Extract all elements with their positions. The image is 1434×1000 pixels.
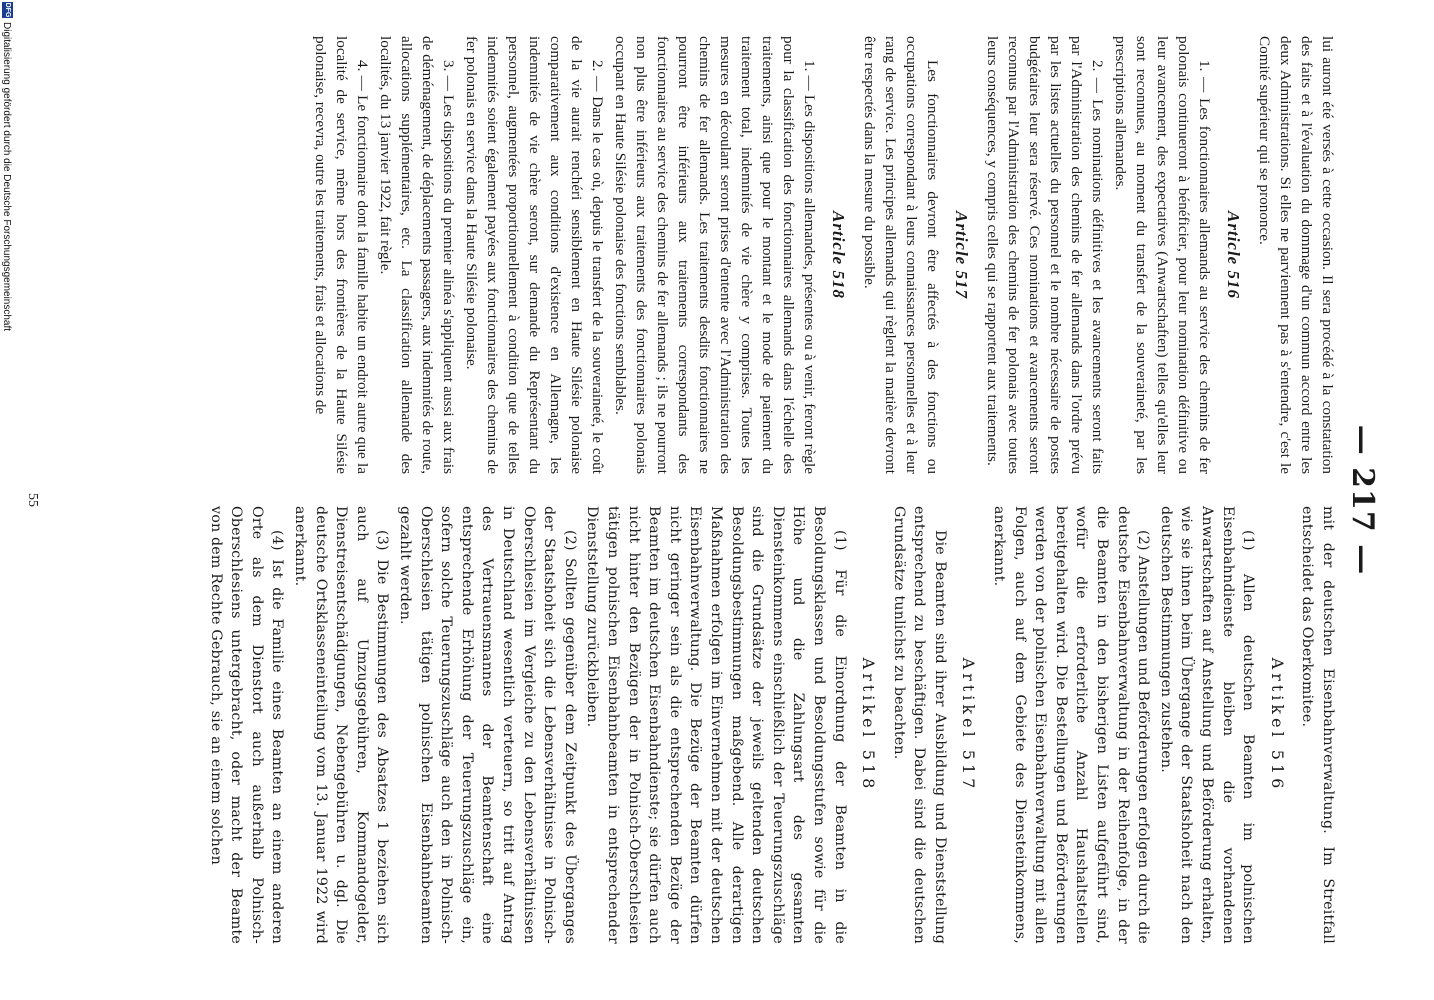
german-article-516-paragraph-1: (1) Allen deutschen Beamten im polnischen Eisenbahndienste bleiben die vorhandenen Anwartschaften auf Anstellung und Beförderung erhalten, wie sie ihnen beim Übergange der Staatshoheit nach den deutschen Bestimmungen zustehen.	[1157, 506, 1257, 944]
german-article-518-title: Artikel 518	[859, 657, 879, 793]
german-article-518-paragraph-4: (4) Ist die Familie eines Beamten an einem anderen Orte als dem Dienstort auch außerhalb Polnisch-Oberschlesiens untergebracht, oder macht der Beamte von dem Rechte Gebrauch, sie an einem solchen	[208, 506, 286, 944]
german-article-517-title: Artikel 517	[959, 657, 979, 793]
french-article-518-title: Article 518	[829, 211, 848, 299]
french-article-516-paragraph-1: 1. — Les fonctionnaires allemands au service des chemins de fer polonais continueront à bénéficier, pour leur nomination définitive ou leur avancement, des expectatives (Anwartschaften) telles qu'elles leur sont reconnues, au moment du transfert de la souveraineté, par les prescriptions allemandes.	[1112, 36, 1213, 474]
german-article-516-paragraph-2: (2) Anstellungen und Beförderungen erfolgen durch die deutsche Eisenbahnverwaltung in der Reihenfolge, in der die Beamten in den bisherigen Listen aufgeführt sind, wofür die erforderliche Anzahl Haushaltstellen bereitgehalten wird. Die Bestellungen und Beförderungen werden von der polnischen Eisenbahnverwaltung mit allen Folgen, auch auf dem Gebiete des Diensteinkommens, anerkannt.	[991, 506, 1152, 944]
german-article-517-paragraph-1: Die Beamten sind ihrer Ausbildung und Dienststellung entsprechend zu beschäftigen. Dabei sind die deutschen Grundsätze tunlichst zu beachten.	[890, 506, 948, 944]
french-article-516-title: Article 516	[1224, 211, 1243, 299]
french-article-516-paragraph-2: 2. — Les nominations définitives et les avancements seront faits par l'Administration des chemins de fer allemands dans l'ordre prévu par les listes actuelles du personnel et le nombre nécessaire de postes budgétaires leur sera réservé. Ces nominations et avancements seront reconnus par l'Administration des chemins de fer polonais avec toutes leurs conséquences, y compris celles qui se rapportent aux traitements.	[984, 36, 1106, 474]
german-article-518-paragraph-3: (3) Die Bestimmungen des Absatzes 1 beziehen sich auch auf Umzugsgebühren, Kommandogelder, Dienstreisentschädigungen, Nebengebühren u. dgl. Die deutsche Ortsklasseneinteilung vom 13. Januar 1922 wird anerkannt.	[292, 506, 391, 944]
german-article-518-paragraph-1: (1) Für die Einordnung der Beamten in die Besoldungsklassen und Besoldungsstufen sowie für die Höhe und die Zahlungsart des gesamten Diensteinkommens einschließlich der Teuerungszuschläge sind die Grundsätze der jeweils geltenden deutschen Besoldungsbestimmungen maßgebend. Alle derartigen Maßnahmen erfolgen im Einvernehmen mit der deutschen Eisenbahnverwaltung. Die Bezüge der Beamten dürfen nicht geringer sein als die entsprechenden Bezüge der Beamten im deutschen Eisenbahndienste; sie dürfen auch nicht hinter den Bezügen der in Polnisch-Oberschlesien tätigen polnischen Eisenbahnbeamten in entsprechender Dienststellung zurückbleiben.	[584, 506, 848, 944]
folio-number: 55	[25, 493, 40, 507]
german-column	[208, 506, 1338, 944]
french-article-517-title: Article 517	[952, 211, 971, 299]
french-column	[208, 36, 1338, 474]
french-article-518-paragraph-2: 2. — Dans le cas où, depuis le transfert de la souveraineté, le coût de la vie aurait renchéri sensiblement en Haute Silésie polonaise comparativement aux conditions d'existence en Allemagne, les indemnités de vie chère seront, sur demande du Représentant du personnel, augmentées proportionnellement à condition que de telles indemnités soient également payées aux fonctionnaires des chemins de fer polonais en service dans la Haute Silésie polonaise.	[463, 36, 606, 474]
french-intro: lui auront été versés à cette occasion. Il sera procédé à la constatation des faits et à l'évaluation du dommage d'un commun accord entre les deux Administrations. Si elles ne parviennent pas à s'entendre, c'est le Comité supérieur qui se prononce.	[1256, 36, 1336, 474]
page-number-header: — 217 —	[1345, 424, 1380, 576]
german-article-516-title: Artikel 516	[1267, 657, 1287, 793]
german-intro: mit der deutschen Eisenbahnverwaltung. Im Streitfall entscheidet das Oberkomitee.	[1299, 506, 1336, 944]
dfg-logo: DFG	[4, 2, 11, 18]
french-article-518-paragraph-3: 3. — Les dispositions du premier alinéa s'appliquent aussi aux frais de déménagement, de déplacements passagers, aux indemnités de route, allocations supplémentaires, etc. La classification allemande des localités, du 13 janvier 1922, fait règle.	[377, 36, 457, 474]
french-article-518-paragraph-4: 4. — Le fonctionnaire dont la famille habite un endroit autre que la localité de service, même hors des frontières de la Haute Silésie polonaise, recevra, outre les traitements, frais et allocations de	[312, 36, 371, 474]
digitization-credit: Digitalisierung gefördert durch die Deutsche Forschungsgemeinschaft	[1, 22, 12, 332]
german-article-518-paragraph-2: (2) Sollten gegenüber dem Zeitpunkt des Überganges der Staatshoheit sich die Lebensverhältnisse in Polnisch-Oberschlesien im Vergleiche zu den Lebensverhältnissen in Deutschland wesentlich verteuern, so tritt auf Antrag des Vertrauensmannes der Beamtenschaft eine entsprechende Erhöhung der Teuerungszuschläge ein, sofern solche Teuerungszuschläge auch den in Polnisch-Oberschlesien tätigen polnischen Eisenbahnbeamten gezahlt werden.	[397, 506, 578, 944]
french-article-518-paragraph-1: 1. — Les dispositions allemandes, présentes ou à venir, feront règle pour la classification des fonctionnaires allemands dans l'échelle des traitements, ainsi que pour le montant et le mode de paiement du traitement total, indemnités de vie chère y comprises. Toutes les mesures en découlant seront prises d'entente avec l'Administration des chemins de fer allemands. Les traitements desdits fonctionnaires ne pourront être inférieurs aux traitements correspondants des fonctionnaires au service des chemins de fer allemands ; ils ne pourront non plus être inférieurs aux traitements des fonctionnaires polonais occupant en Haute Silésie polonaise des fonctions semblables.	[612, 36, 818, 474]
french-article-517-paragraph-1: Les fonctionnaires devront être affectés à des fonctions ou occupations correspondant à leurs connaissances personnelles et à leur rang de service. Les principes allemands qui règlent la matière devront être respectés dans la mesure du possible.	[861, 36, 941, 474]
